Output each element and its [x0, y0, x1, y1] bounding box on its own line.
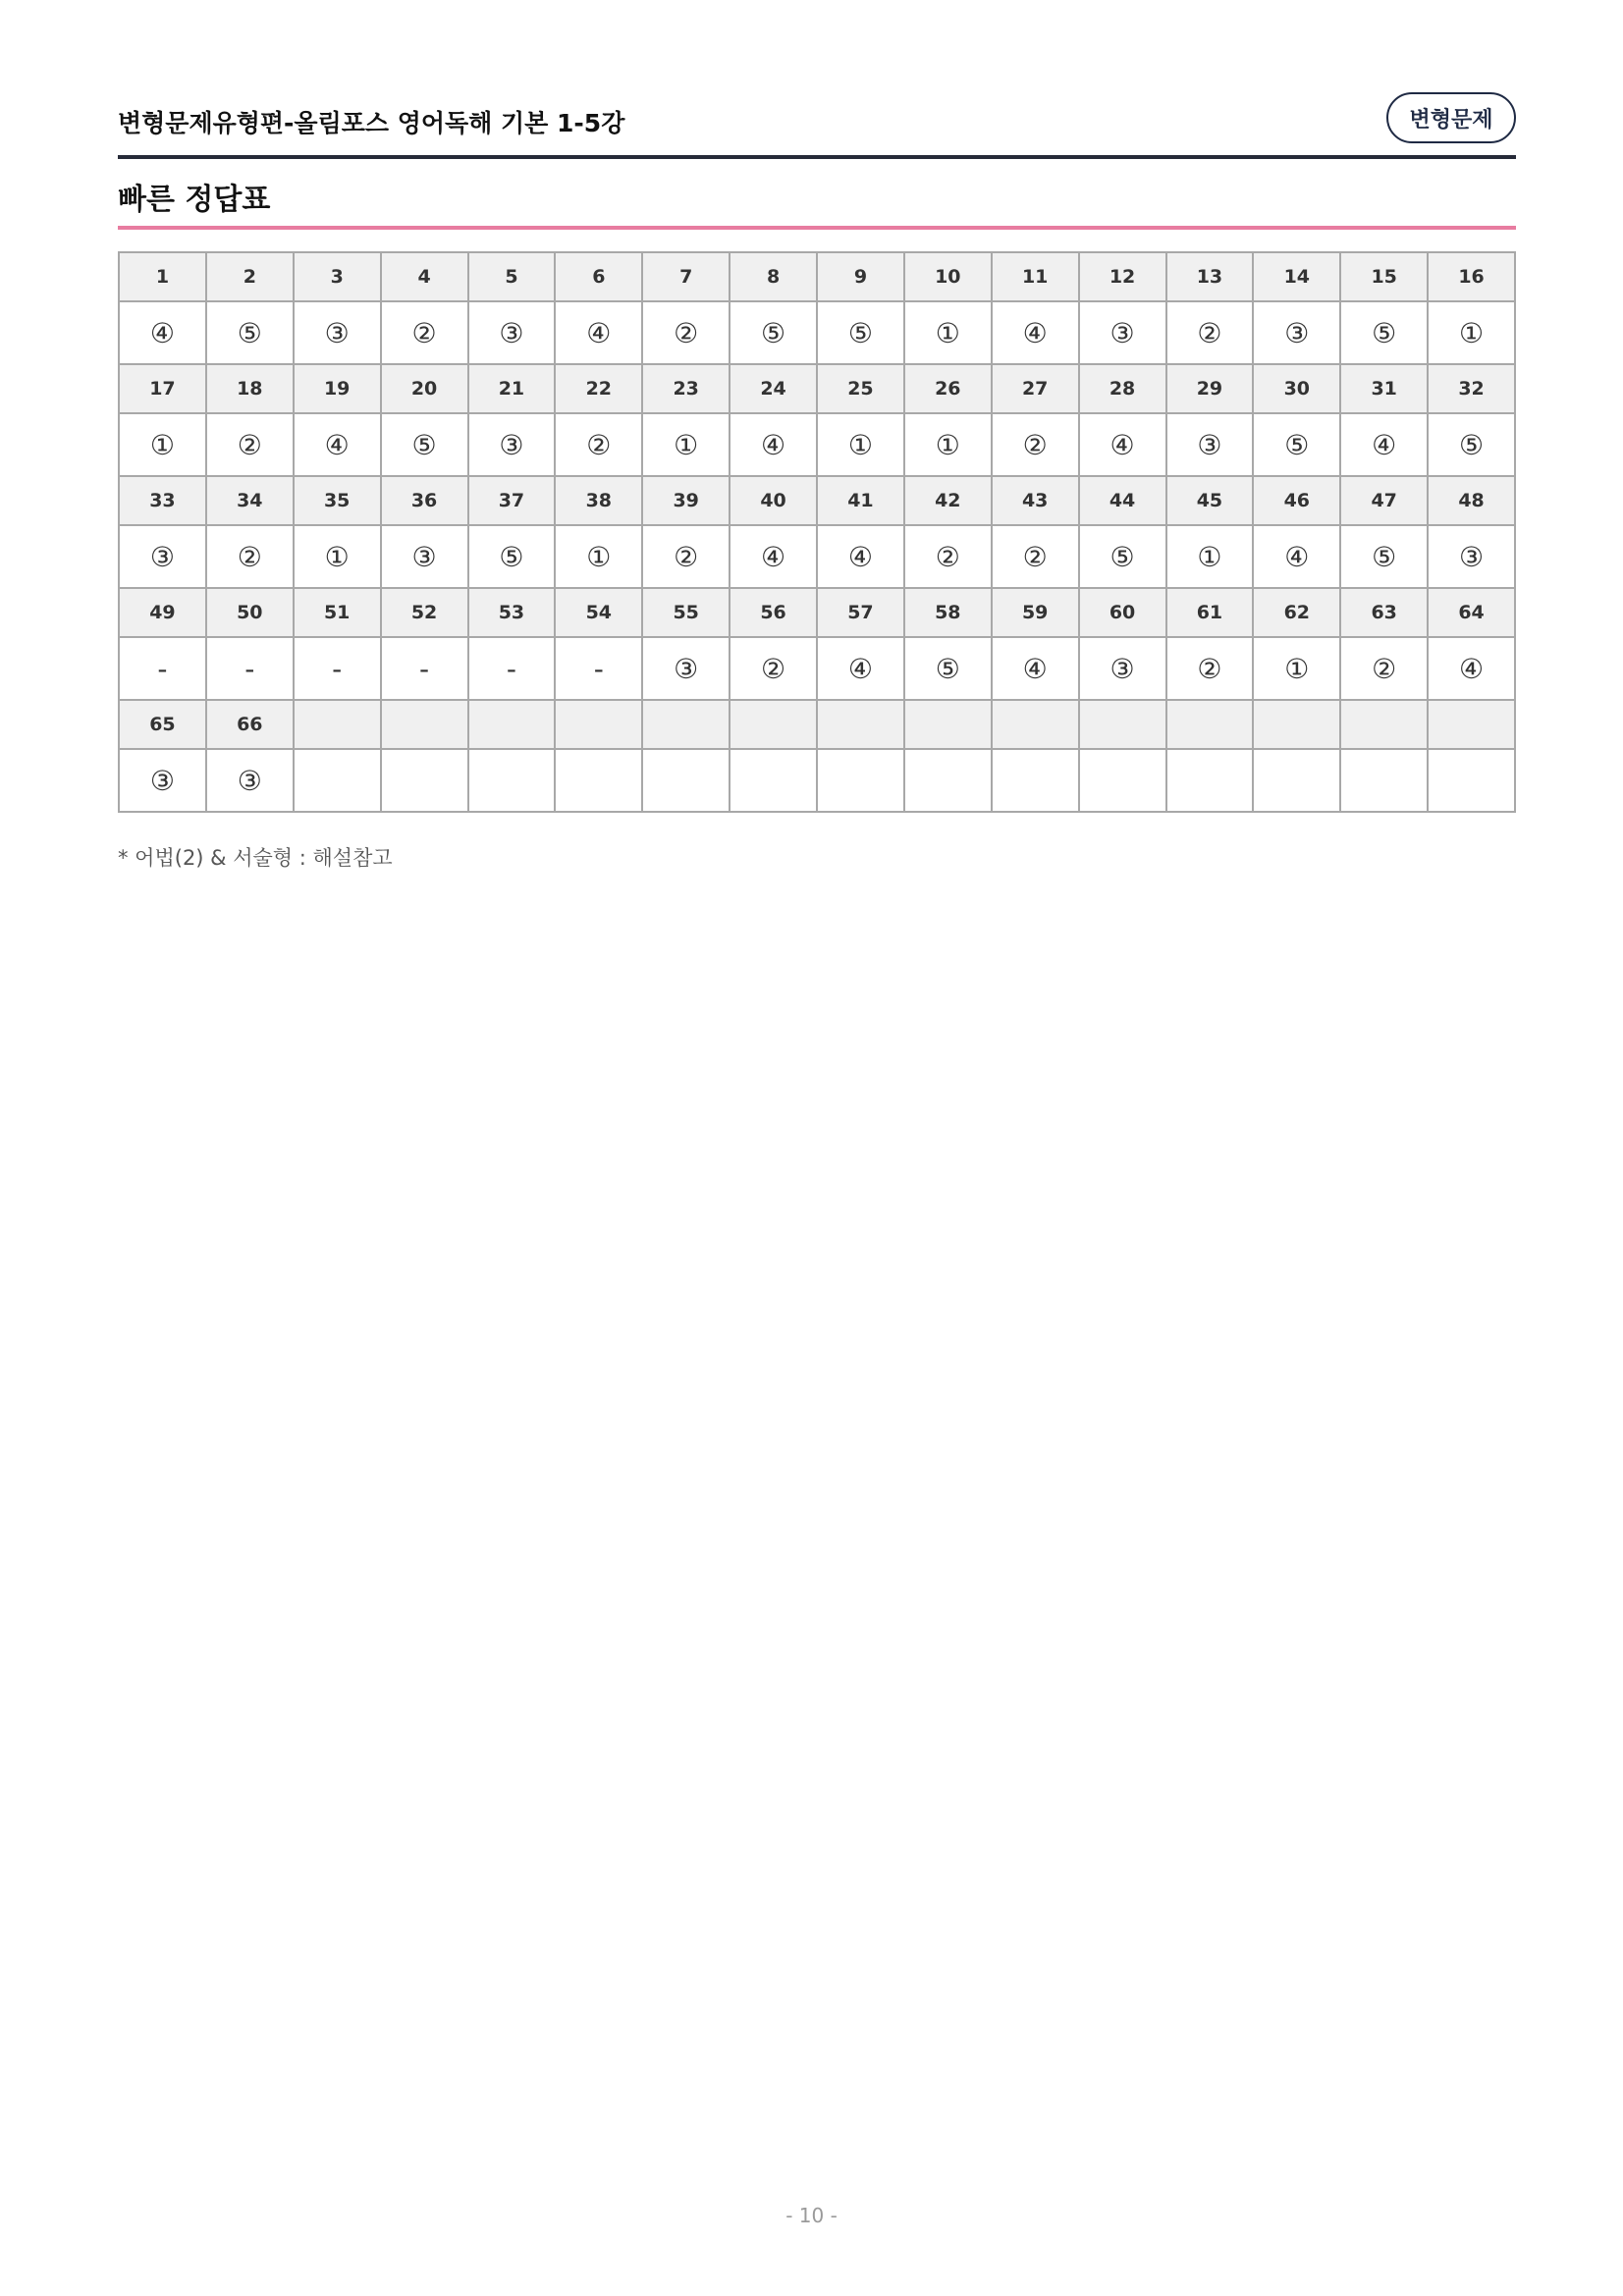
answer-cell: ⑤ [730, 301, 817, 364]
answer-cell: ② [381, 301, 468, 364]
question-number-cell: 36 [381, 476, 468, 525]
question-number-cell: 44 [1079, 476, 1166, 525]
answer-cell: ③ [642, 637, 730, 700]
question-number-cell: 51 [294, 588, 381, 637]
answer-cell: ② [642, 525, 730, 588]
question-number-cell: 6 [555, 252, 642, 301]
question-number-cell: 8 [730, 252, 817, 301]
answer-row [119, 637, 1515, 700]
document-title: 변형문제유형편-올림포스 영어독해 기본 1-5강 [118, 109, 625, 137]
question-number-cell: 4 [381, 252, 468, 301]
question-number-cell: 57 [817, 588, 904, 637]
question-number-cell: 10 [904, 252, 992, 301]
question-number-cell: 40 [730, 476, 817, 525]
question-number-row [119, 252, 1515, 301]
question-number-cell: 13 [1166, 252, 1254, 301]
question-number-cell: 41 [817, 476, 904, 525]
answer-cell: ① [1428, 301, 1515, 364]
answer-cell: ③ [1253, 301, 1340, 364]
answer-cell [992, 749, 1079, 812]
answer-cell [381, 749, 468, 812]
question-number-cell: 15 [1340, 252, 1428, 301]
question-number-cell: 3 [294, 252, 381, 301]
answer-cell: ④ [730, 525, 817, 588]
footnote: * 어법(2) & 서술형 : 해설참고 [118, 846, 393, 870]
answer-cell [904, 749, 992, 812]
answer-cell: ② [642, 301, 730, 364]
question-number-cell [1079, 700, 1166, 749]
question-number-cell [1428, 700, 1515, 749]
question-number-cell: 12 [1079, 252, 1166, 301]
answer-row [119, 525, 1515, 588]
answer-cell [1166, 749, 1254, 812]
question-number-cell: 2 [206, 252, 294, 301]
question-number-cell: 60 [1079, 588, 1166, 637]
answer-cell: ③ [119, 749, 206, 812]
answer-cell: ② [992, 525, 1079, 588]
answer-cell: ③ [468, 413, 556, 476]
question-number-cell: 5 [468, 252, 556, 301]
answer-row [119, 749, 1515, 812]
question-number-cell [468, 700, 556, 749]
question-number-cell: 9 [817, 252, 904, 301]
answer-cell: ④ [817, 525, 904, 588]
question-number-cell: 48 [1428, 476, 1515, 525]
question-number-cell: 22 [555, 364, 642, 413]
page-number: - 10 - [785, 2204, 838, 2227]
question-number-cell: 52 [381, 588, 468, 637]
question-number-cell: 46 [1253, 476, 1340, 525]
answer-table-body [119, 252, 1515, 812]
question-number-cell: 43 [992, 476, 1079, 525]
question-number-cell: 64 [1428, 588, 1515, 637]
answer-cell: ③ [294, 301, 381, 364]
question-number-cell: 66 [206, 700, 294, 749]
answer-cell: ⑤ [1253, 413, 1340, 476]
question-number-cell: 61 [1166, 588, 1254, 637]
answer-cell: ④ [555, 301, 642, 364]
question-number-cell [294, 700, 381, 749]
question-number-row [119, 364, 1515, 413]
answer-cell [817, 749, 904, 812]
question-number-cell: 1 [119, 252, 206, 301]
question-number-cell: 17 [119, 364, 206, 413]
question-number-cell [817, 700, 904, 749]
question-number-cell: 16 [1428, 252, 1515, 301]
answer-cell: ② [904, 525, 992, 588]
answer-table [118, 251, 1516, 813]
question-number-cell [904, 700, 992, 749]
answer-cell: ④ [730, 413, 817, 476]
answer-cell: - [381, 637, 468, 700]
question-number-cell: 35 [294, 476, 381, 525]
answer-cell: ② [206, 413, 294, 476]
answer-cell: ② [555, 413, 642, 476]
question-number-cell [555, 700, 642, 749]
question-number-cell: 14 [1253, 252, 1340, 301]
answer-cell [642, 749, 730, 812]
answer-cell: ③ [119, 525, 206, 588]
section-title: 빠른 정답표 [118, 183, 271, 217]
question-number-cell: 28 [1079, 364, 1166, 413]
question-number-cell: 45 [1166, 476, 1254, 525]
question-number-cell: 55 [642, 588, 730, 637]
question-number-cell: 19 [294, 364, 381, 413]
question-number-cell: 31 [1340, 364, 1428, 413]
answer-cell: ④ [119, 301, 206, 364]
answer-cell: ⑤ [468, 525, 556, 588]
question-number-cell: 23 [642, 364, 730, 413]
question-number-cell: 34 [206, 476, 294, 525]
question-number-cell: 33 [119, 476, 206, 525]
answer-cell: - [119, 637, 206, 700]
answer-cell: - [555, 637, 642, 700]
answer-cell: ③ [468, 301, 556, 364]
answer-cell: ① [817, 413, 904, 476]
answer-cell: ② [1166, 301, 1254, 364]
answer-cell: ③ [1428, 525, 1515, 588]
answer-cell [1428, 749, 1515, 812]
answer-cell: ④ [1428, 637, 1515, 700]
question-number-cell: 47 [1340, 476, 1428, 525]
answer-row [119, 413, 1515, 476]
answer-cell [730, 749, 817, 812]
answer-cell: - [294, 637, 381, 700]
question-number-row [119, 700, 1515, 749]
answer-cell [555, 749, 642, 812]
answer-cell: ④ [817, 637, 904, 700]
question-number-cell: 39 [642, 476, 730, 525]
question-number-cell: 20 [381, 364, 468, 413]
question-number-cell: 58 [904, 588, 992, 637]
question-number-cell: 53 [468, 588, 556, 637]
question-number-cell: 56 [730, 588, 817, 637]
answer-cell: ① [1166, 525, 1254, 588]
question-number-cell [1253, 700, 1340, 749]
answer-cell: ④ [294, 413, 381, 476]
answer-cell: ③ [1079, 301, 1166, 364]
answer-cell: - [206, 637, 294, 700]
question-number-cell: 18 [206, 364, 294, 413]
question-number-cell: 21 [468, 364, 556, 413]
answer-cell: - [468, 637, 556, 700]
question-number-cell: 29 [1166, 364, 1254, 413]
question-number-row [119, 476, 1515, 525]
answer-cell: ⑤ [817, 301, 904, 364]
question-number-cell [642, 700, 730, 749]
question-number-cell: 30 [1253, 364, 1340, 413]
answer-cell: ④ [1340, 413, 1428, 476]
answer-cell [1253, 749, 1340, 812]
answer-cell: ⑤ [206, 301, 294, 364]
question-number-cell: 27 [992, 364, 1079, 413]
answer-cell [1340, 749, 1428, 812]
answer-cell: ④ [1253, 525, 1340, 588]
answer-cell: ⑤ [1079, 525, 1166, 588]
answer-cell: ③ [381, 525, 468, 588]
question-number-cell: 25 [817, 364, 904, 413]
answer-cell: ③ [1166, 413, 1254, 476]
question-number-cell: 38 [555, 476, 642, 525]
answer-cell: ⑤ [1428, 413, 1515, 476]
question-number-cell [992, 700, 1079, 749]
question-number-cell: 24 [730, 364, 817, 413]
answer-cell [294, 749, 381, 812]
answer-cell: ④ [1079, 413, 1166, 476]
question-number-cell: 50 [206, 588, 294, 637]
answer-cell: ① [904, 301, 992, 364]
answer-cell: ③ [206, 749, 294, 812]
answer-cell: ⑤ [381, 413, 468, 476]
question-number-cell: 32 [1428, 364, 1515, 413]
question-number-cell: 11 [992, 252, 1079, 301]
answer-cell: ④ [992, 301, 1079, 364]
answer-cell: ① [294, 525, 381, 588]
question-number-cell [1166, 700, 1254, 749]
answer-cell: ① [904, 413, 992, 476]
question-number-cell: 7 [642, 252, 730, 301]
answer-cell: ② [1166, 637, 1254, 700]
answer-cell: ② [992, 413, 1079, 476]
question-number-cell: 54 [555, 588, 642, 637]
answer-cell: ④ [992, 637, 1079, 700]
answer-cell: ① [642, 413, 730, 476]
header-divider [118, 155, 1516, 159]
page-header [118, 90, 1516, 155]
question-number-cell: 65 [119, 700, 206, 749]
answer-cell: ⑤ [904, 637, 992, 700]
answer-cell: ① [1253, 637, 1340, 700]
answer-cell [1079, 749, 1166, 812]
question-number-cell: 59 [992, 588, 1079, 637]
answer-cell: ② [206, 525, 294, 588]
question-number-cell: 42 [904, 476, 992, 525]
question-number-cell [730, 700, 817, 749]
question-number-cell [381, 700, 468, 749]
question-number-cell: 63 [1340, 588, 1428, 637]
answer-cell [468, 749, 556, 812]
answer-cell: ③ [1079, 637, 1166, 700]
answer-cell: ① [119, 413, 206, 476]
question-number-cell: 26 [904, 364, 992, 413]
answer-cell: ② [1340, 637, 1428, 700]
question-number-cell: 37 [468, 476, 556, 525]
category-badge: 변형문제 [1386, 92, 1516, 143]
answer-cell: ② [730, 637, 817, 700]
question-number-row [119, 588, 1515, 637]
answer-row [119, 301, 1515, 364]
question-number-cell [1340, 700, 1428, 749]
answer-cell: ⑤ [1340, 525, 1428, 588]
answer-cell: ① [555, 525, 642, 588]
section-divider [118, 226, 1516, 230]
question-number-cell: 62 [1253, 588, 1340, 637]
answer-cell: ⑤ [1340, 301, 1428, 364]
question-number-cell: 49 [119, 588, 206, 637]
